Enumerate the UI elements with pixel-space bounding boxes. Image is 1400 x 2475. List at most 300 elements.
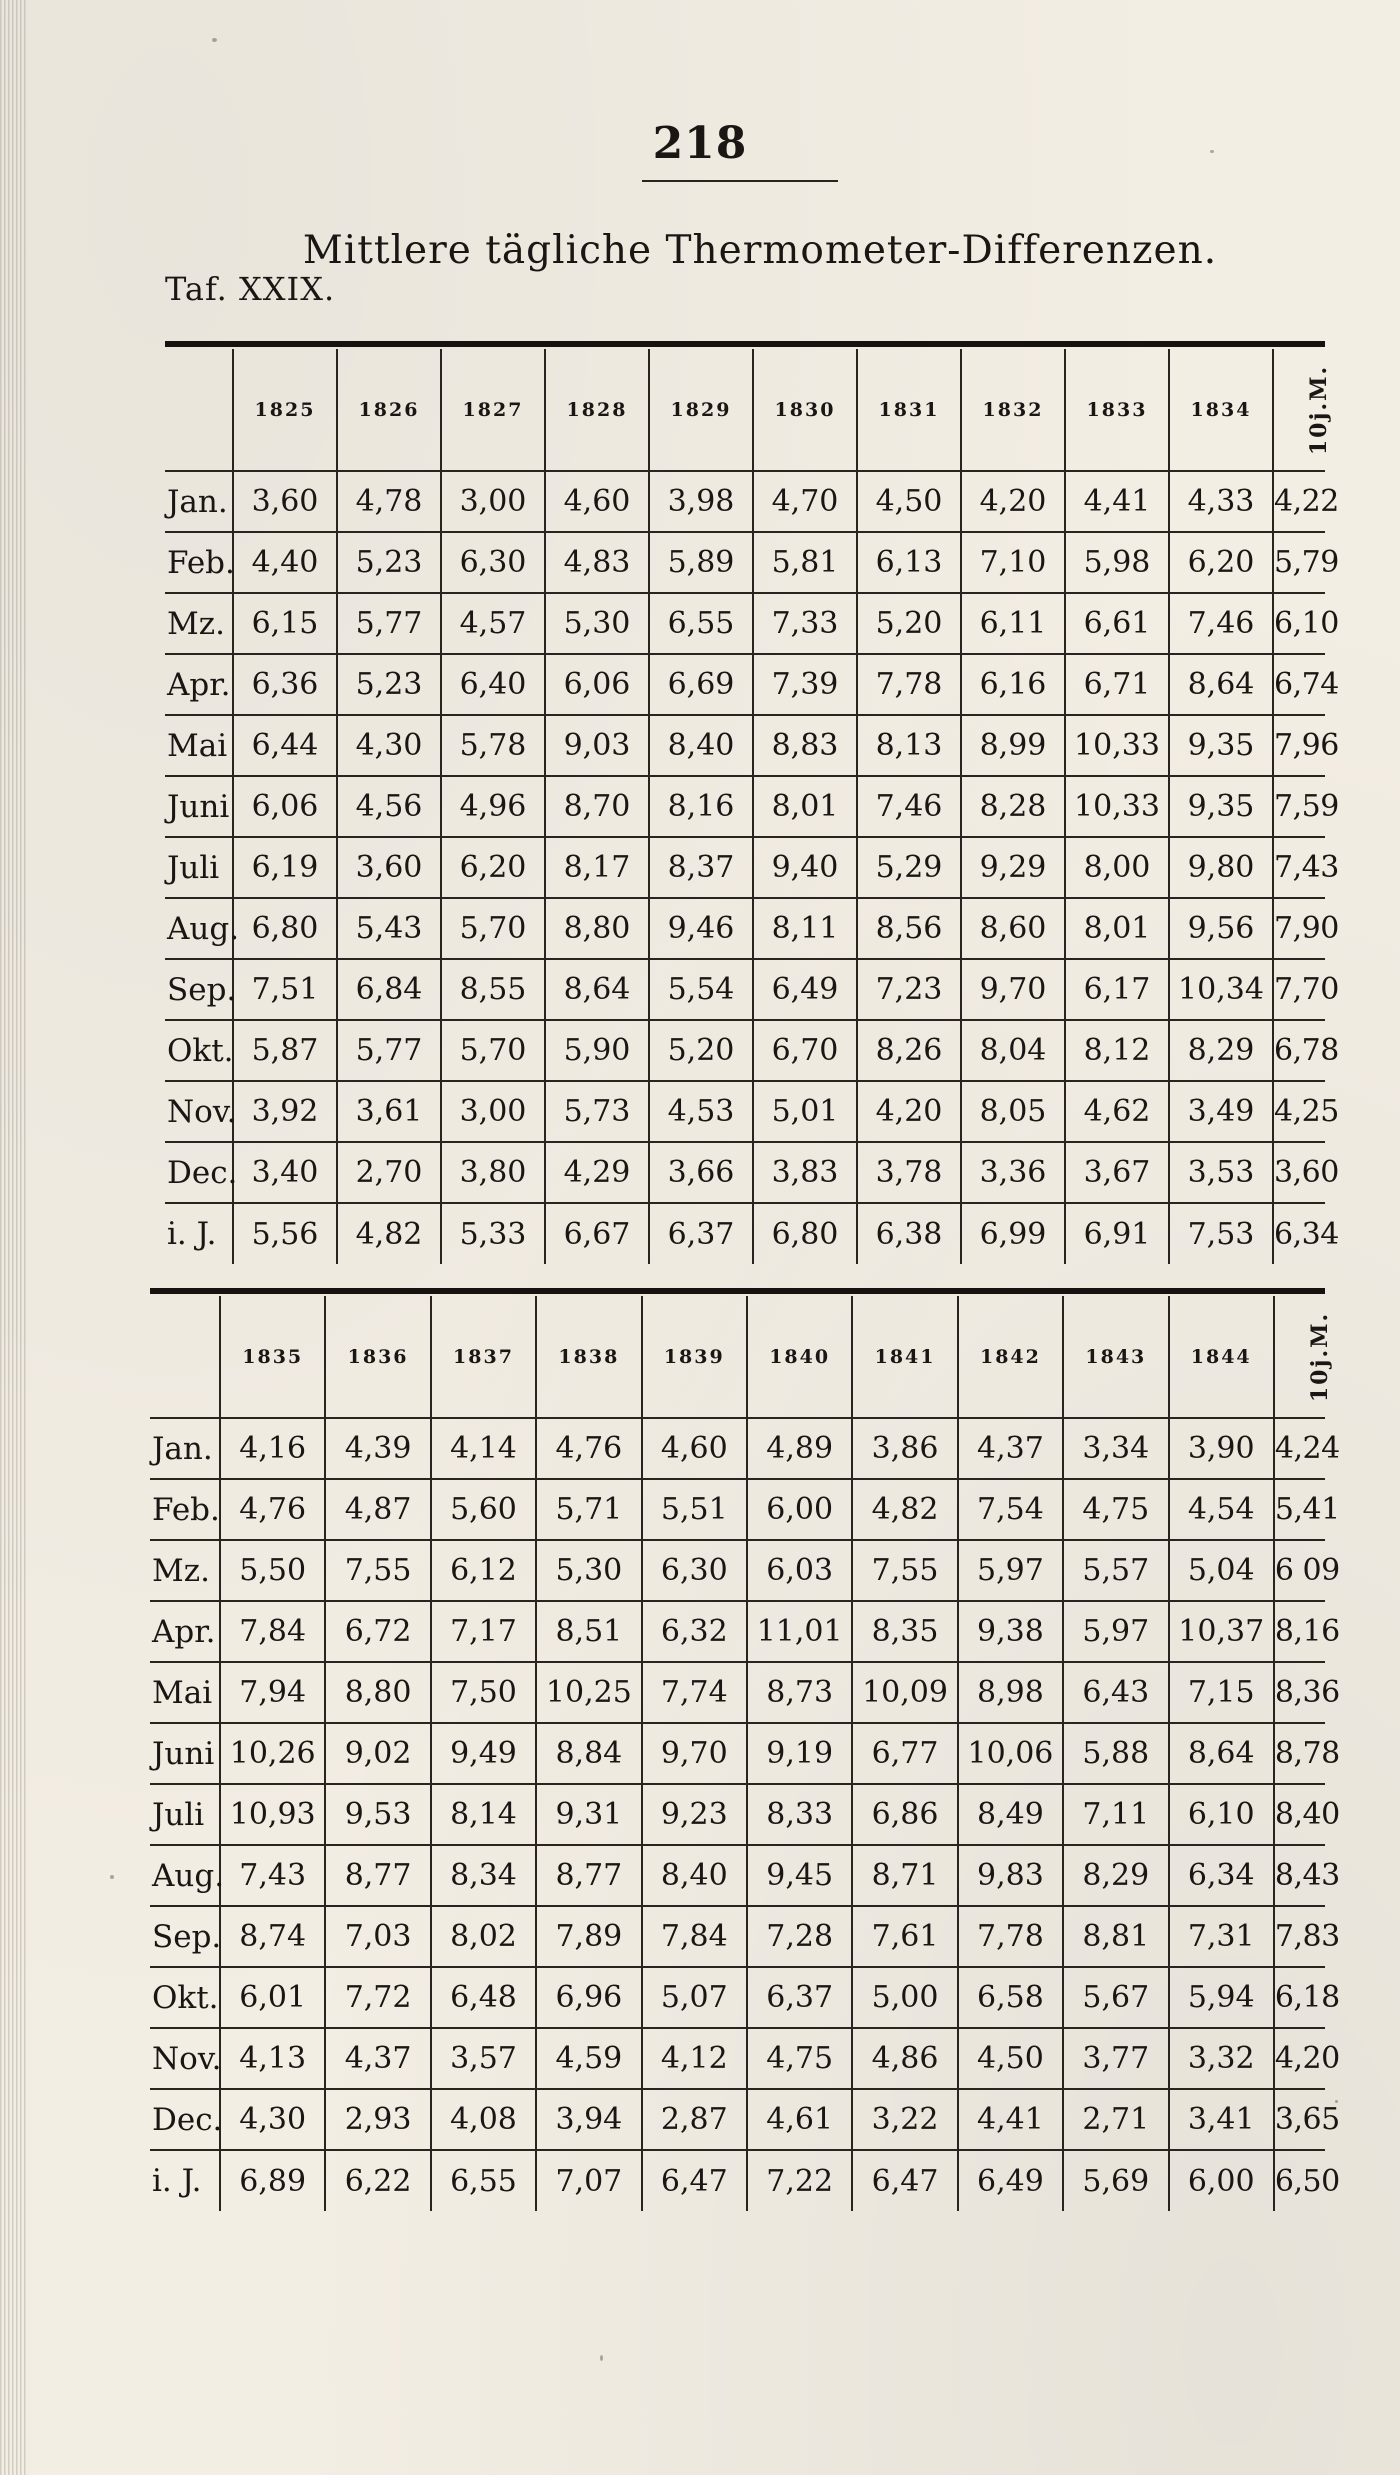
value-cell: 6,96 bbox=[536, 1967, 641, 2028]
value-cell: 7,55 bbox=[852, 1540, 957, 1601]
header-corner bbox=[150, 1296, 220, 1418]
value-cell: 3,00 bbox=[441, 471, 545, 532]
value-cell: 5,88 bbox=[1063, 1723, 1168, 1784]
book-spine-edge bbox=[0, 0, 28, 2475]
value-cell: 6,30 bbox=[642, 1540, 747, 1601]
value-cell: 6,16 bbox=[961, 654, 1065, 715]
value-cell: 5,70 bbox=[441, 898, 545, 959]
table-row bbox=[150, 1723, 1325, 1784]
value-cell: 9,53 bbox=[325, 1784, 430, 1845]
value-cell: 6,37 bbox=[747, 1967, 852, 2028]
table-row bbox=[150, 1967, 1325, 2028]
value-cell: 5,98 bbox=[1065, 532, 1169, 593]
year-header: 1832 bbox=[961, 349, 1065, 471]
value-cell: 5,73 bbox=[545, 1081, 649, 1142]
value-cell: 6,89 bbox=[220, 2150, 325, 2211]
value-cell: 5,51 bbox=[642, 1479, 747, 1540]
mean-cell: 4,22 bbox=[1273, 471, 1325, 532]
value-cell: 10,33 bbox=[1065, 776, 1169, 837]
value-cell: 7,46 bbox=[857, 776, 961, 837]
value-cell: 7,72 bbox=[325, 1967, 430, 2028]
value-cell: 4,08 bbox=[431, 2089, 536, 2150]
value-cell: 6,03 bbox=[747, 1540, 852, 1601]
value-cell: 6,06 bbox=[545, 654, 649, 715]
table-2-top-rule bbox=[150, 1288, 1325, 1294]
table-row bbox=[150, 1601, 1325, 1662]
value-cell: 7,03 bbox=[325, 1906, 430, 1967]
year-header: 1842 bbox=[958, 1296, 1063, 1418]
value-cell: 5,97 bbox=[1063, 1601, 1168, 1662]
year-header: 1835 bbox=[220, 1296, 325, 1418]
table-row bbox=[165, 532, 1325, 593]
value-cell: 5,50 bbox=[220, 1540, 325, 1601]
value-cell: 7,07 bbox=[536, 2150, 641, 2211]
value-cell: 3,98 bbox=[649, 471, 753, 532]
value-cell: 10,93 bbox=[220, 1784, 325, 1845]
table-caption bbox=[165, 270, 335, 308]
month-label: Feb. bbox=[150, 1479, 220, 1540]
value-cell: 7,84 bbox=[220, 1601, 325, 1662]
value-cell: 4,54 bbox=[1169, 1479, 1274, 1540]
value-cell: 9,56 bbox=[1169, 898, 1273, 959]
value-cell: 4,37 bbox=[958, 1418, 1063, 1479]
value-cell: 10,33 bbox=[1065, 715, 1169, 776]
month-label: Jan. bbox=[150, 1418, 220, 1479]
value-cell: 10,25 bbox=[536, 1662, 641, 1723]
table-row bbox=[150, 1540, 1325, 1601]
value-cell: 8,51 bbox=[536, 1601, 641, 1662]
value-cell: 8,00 bbox=[1065, 837, 1169, 898]
value-cell: 5,00 bbox=[852, 1967, 957, 2028]
value-cell: 4,29 bbox=[545, 1142, 649, 1203]
value-cell: 7,78 bbox=[857, 654, 961, 715]
value-cell: 6,55 bbox=[431, 2150, 536, 2211]
value-cell: 6,34 bbox=[1169, 1845, 1274, 1906]
value-cell: 6,86 bbox=[852, 1784, 957, 1845]
value-cell: 9,31 bbox=[536, 1784, 641, 1845]
table-row bbox=[165, 471, 1325, 532]
month-label: Feb. bbox=[165, 532, 233, 593]
value-cell: 7,17 bbox=[431, 1601, 536, 1662]
value-cell: 3,80 bbox=[441, 1142, 545, 1203]
value-cell: 7,23 bbox=[857, 959, 961, 1020]
value-cell: 6,06 bbox=[233, 776, 337, 837]
value-cell: 3,40 bbox=[233, 1142, 337, 1203]
year-header: 1831 bbox=[857, 349, 961, 471]
month-label: Nov. bbox=[150, 2028, 220, 2089]
value-cell: 4,62 bbox=[1065, 1081, 1169, 1142]
table-row bbox=[165, 898, 1325, 959]
value-cell: 4,82 bbox=[852, 1479, 957, 1540]
table-row bbox=[150, 1418, 1325, 1479]
value-cell: 6,20 bbox=[441, 837, 545, 898]
value-cell: 5,30 bbox=[545, 593, 649, 654]
year-header: 1834 bbox=[1169, 349, 1273, 471]
value-cell: 8,11 bbox=[753, 898, 857, 959]
value-cell: 8,29 bbox=[1063, 1845, 1168, 1906]
value-cell: 3,60 bbox=[337, 837, 441, 898]
table-row bbox=[150, 1906, 1325, 1967]
mean-cell: 7,59 bbox=[1273, 776, 1325, 837]
value-cell: 8,26 bbox=[857, 1020, 961, 1081]
mean-cell: 7,83 bbox=[1274, 1906, 1325, 1967]
value-cell: 5,67 bbox=[1063, 1967, 1168, 2028]
value-cell: 8,80 bbox=[545, 898, 649, 959]
value-cell: 4,83 bbox=[545, 532, 649, 593]
value-cell: 9,70 bbox=[961, 959, 1065, 1020]
month-label: Dec. bbox=[165, 1142, 233, 1203]
value-cell: 8,98 bbox=[958, 1662, 1063, 1723]
value-cell: 10,06 bbox=[958, 1723, 1063, 1784]
value-cell: 7,46 bbox=[1169, 593, 1273, 654]
value-cell: 4,13 bbox=[220, 2028, 325, 2089]
value-cell: 6,11 bbox=[961, 593, 1065, 654]
value-cell: 4,20 bbox=[961, 471, 1065, 532]
value-cell: 6,22 bbox=[325, 2150, 430, 2211]
month-label: Juni bbox=[150, 1723, 220, 1784]
value-cell: 4,96 bbox=[441, 776, 545, 837]
year-header: 1844 bbox=[1169, 1296, 1274, 1418]
value-cell: 6,36 bbox=[233, 654, 337, 715]
table-1825-1834 bbox=[165, 349, 1339, 1264]
month-label: i. J. bbox=[152, 2163, 202, 2199]
value-cell: 4,60 bbox=[642, 1418, 747, 1479]
value-cell: 3,67 bbox=[1065, 1142, 1169, 1203]
value-cell: 7,15 bbox=[1169, 1662, 1274, 1723]
value-cell: 7,84 bbox=[642, 1906, 747, 1967]
mean-cell: 4,25 bbox=[1273, 1081, 1325, 1142]
value-cell: 9,35 bbox=[1169, 715, 1273, 776]
mean-cell: 4,24 bbox=[1274, 1418, 1325, 1479]
value-cell: 9,35 bbox=[1169, 776, 1273, 837]
value-cell: 5,94 bbox=[1169, 1967, 1274, 2028]
value-cell: 5,30 bbox=[536, 1540, 641, 1601]
value-cell: 7,94 bbox=[220, 1662, 325, 1723]
value-cell: 3,49 bbox=[1169, 1081, 1273, 1142]
value-cell: 8,55 bbox=[441, 959, 545, 1020]
value-cell: 3,32 bbox=[1169, 2028, 1274, 2089]
year-header: 1838 bbox=[536, 1296, 641, 1418]
mean-cell: 6,34 bbox=[1273, 1203, 1325, 1264]
value-cell: 6,37 bbox=[649, 1203, 753, 1264]
mean-cell: 8,36 bbox=[1274, 1662, 1325, 1723]
value-cell: 5,33 bbox=[441, 1203, 545, 1264]
value-cell: 4,40 bbox=[233, 532, 337, 593]
mean-header bbox=[1274, 1296, 1334, 1418]
value-cell: 5,87 bbox=[233, 1020, 337, 1081]
value-cell: 4,60 bbox=[545, 471, 649, 532]
value-cell: 5,77 bbox=[337, 1020, 441, 1081]
month-label: Okt. bbox=[150, 1967, 220, 2028]
value-cell: 6,71 bbox=[1065, 654, 1169, 715]
header-corner bbox=[165, 349, 233, 471]
value-cell: 3,36 bbox=[961, 1142, 1065, 1203]
value-cell: 4,57 bbox=[441, 593, 545, 654]
value-cell: 3,83 bbox=[753, 1142, 857, 1203]
mean-header bbox=[1273, 349, 1333, 471]
value-cell: 8,40 bbox=[649, 715, 753, 776]
page-number-rule bbox=[642, 180, 838, 182]
value-cell: 7,39 bbox=[753, 654, 857, 715]
mean-cell: 7,70 bbox=[1273, 959, 1325, 1020]
mean-cell: 7,90 bbox=[1273, 898, 1325, 959]
value-cell: 6,48 bbox=[431, 1967, 536, 2028]
value-cell: 6,30 bbox=[441, 532, 545, 593]
page-number: 218 bbox=[652, 118, 748, 169]
value-cell: 8,71 bbox=[852, 1845, 957, 1906]
paper-speck bbox=[1210, 150, 1214, 153]
year-header: 1839 bbox=[642, 1296, 747, 1418]
value-cell: 5,07 bbox=[642, 1967, 747, 2028]
value-cell: 7,28 bbox=[747, 1906, 852, 1967]
value-cell: 10,09 bbox=[852, 1662, 957, 1723]
value-cell: 3,34 bbox=[1063, 1418, 1168, 1479]
table-row bbox=[150, 1784, 1325, 1845]
value-cell: 5,60 bbox=[431, 1479, 536, 1540]
value-cell: 4,41 bbox=[958, 2089, 1063, 2150]
value-cell: 6,55 bbox=[649, 593, 753, 654]
value-cell: 8,04 bbox=[961, 1020, 1065, 1081]
value-cell: 4,89 bbox=[747, 1418, 852, 1479]
value-cell: 4,39 bbox=[325, 1418, 430, 1479]
value-cell: 4,41 bbox=[1065, 471, 1169, 532]
value-cell: 4,75 bbox=[747, 2028, 852, 2089]
value-cell: 5,57 bbox=[1063, 1540, 1168, 1601]
paper-speck bbox=[600, 2355, 603, 2361]
table-row bbox=[165, 959, 1325, 1020]
value-cell: 4,30 bbox=[337, 715, 441, 776]
value-cell: 7,78 bbox=[958, 1906, 1063, 1967]
table-row bbox=[165, 1081, 1325, 1142]
value-cell: 8,83 bbox=[753, 715, 857, 776]
month-label: i. J. bbox=[167, 1216, 217, 1252]
value-cell: 6,58 bbox=[958, 1967, 1063, 2028]
value-cell: 9,46 bbox=[649, 898, 753, 959]
value-cell: 4,33 bbox=[1169, 471, 1273, 532]
value-cell: 3,53 bbox=[1169, 1142, 1273, 1203]
value-cell: 5,90 bbox=[545, 1020, 649, 1081]
value-cell: 6,77 bbox=[852, 1723, 957, 1784]
value-cell: 6,99 bbox=[961, 1203, 1065, 1264]
table-row bbox=[165, 1142, 1325, 1203]
mean-cell: 6,74 bbox=[1273, 654, 1325, 715]
month-label: Mz. bbox=[150, 1540, 220, 1601]
mean-header-label: 10j.M. bbox=[1307, 1311, 1334, 1402]
value-cell: 4,50 bbox=[857, 471, 961, 532]
value-cell: 8,77 bbox=[325, 1845, 430, 1906]
value-cell: 5,97 bbox=[958, 1540, 1063, 1601]
value-cell: 6,69 bbox=[649, 654, 753, 715]
mean-cell: 6,18 bbox=[1274, 1967, 1325, 2028]
month-label: Mai bbox=[150, 1662, 220, 1723]
value-cell: 3,86 bbox=[852, 1418, 957, 1479]
value-cell: 3,60 bbox=[233, 471, 337, 532]
value-cell: 7,89 bbox=[536, 1906, 641, 1967]
value-cell: 7,50 bbox=[431, 1662, 536, 1723]
value-cell: 7,22 bbox=[747, 2150, 852, 2211]
value-cell: 9,70 bbox=[642, 1723, 747, 1784]
value-cell: 4,70 bbox=[753, 471, 857, 532]
value-cell: 6,72 bbox=[325, 1601, 430, 1662]
year-header: 1829 bbox=[649, 349, 753, 471]
value-cell: 5,77 bbox=[337, 593, 441, 654]
value-cell: 2,70 bbox=[337, 1142, 441, 1203]
table-row bbox=[165, 1020, 1325, 1081]
value-cell: 8,80 bbox=[325, 1662, 430, 1723]
value-cell: 4,14 bbox=[431, 1418, 536, 1479]
value-cell: 7,33 bbox=[753, 593, 857, 654]
value-cell: 8,14 bbox=[431, 1784, 536, 1845]
table-row bbox=[165, 593, 1325, 654]
page-title: Mittlere tägliche Thermometer-Differenzen. bbox=[302, 228, 1218, 273]
year-header: 1836 bbox=[325, 1296, 430, 1418]
mean-cell: 8,78 bbox=[1274, 1723, 1325, 1784]
value-cell: 8,77 bbox=[536, 1845, 641, 1906]
table-row bbox=[165, 1203, 1325, 1264]
value-cell: 8,01 bbox=[753, 776, 857, 837]
value-cell: 7,51 bbox=[233, 959, 337, 1020]
value-cell: 6,17 bbox=[1065, 959, 1169, 1020]
value-cell: 5,71 bbox=[536, 1479, 641, 1540]
value-cell: 6,12 bbox=[431, 1540, 536, 1601]
value-cell: 8,64 bbox=[1169, 1723, 1274, 1784]
year-header: 1840 bbox=[747, 1296, 852, 1418]
value-cell: 5,89 bbox=[649, 532, 753, 593]
mean-cell: 8,16 bbox=[1274, 1601, 1325, 1662]
value-cell: 8,56 bbox=[857, 898, 961, 959]
value-cell: 4,59 bbox=[536, 2028, 641, 2089]
value-cell: 6,80 bbox=[753, 1203, 857, 1264]
value-cell: 8,34 bbox=[431, 1845, 536, 1906]
value-cell: 8,35 bbox=[852, 1601, 957, 1662]
value-cell: 7,11 bbox=[1063, 1784, 1168, 1845]
mean-header-label: 10j.M. bbox=[1306, 364, 1333, 455]
value-cell: 5,81 bbox=[753, 532, 857, 593]
mean-cell: 6,50 bbox=[1274, 2150, 1325, 2211]
value-cell: 9,45 bbox=[747, 1845, 852, 1906]
value-cell: 5,56 bbox=[233, 1203, 337, 1264]
value-cell: 6,43 bbox=[1063, 1662, 1168, 1723]
month-label: Mai bbox=[165, 715, 233, 776]
value-cell: 7,55 bbox=[325, 1540, 430, 1601]
year-header: 1830 bbox=[753, 349, 857, 471]
value-cell: 2,93 bbox=[325, 2089, 430, 2150]
value-cell: 8,40 bbox=[642, 1845, 747, 1906]
month-label: Nov. bbox=[165, 1081, 233, 1142]
value-cell: 5,20 bbox=[649, 1020, 753, 1081]
value-cell: 5,23 bbox=[337, 532, 441, 593]
value-cell: 4,76 bbox=[536, 1418, 641, 1479]
value-cell: 6,44 bbox=[233, 715, 337, 776]
value-cell: 8,73 bbox=[747, 1662, 852, 1723]
value-cell: 9,38 bbox=[958, 1601, 1063, 1662]
value-cell: 3,66 bbox=[649, 1142, 753, 1203]
month-label: Sep. bbox=[150, 1906, 220, 1967]
value-cell: 8,64 bbox=[545, 959, 649, 1020]
mean-cell: 7,96 bbox=[1273, 715, 1325, 776]
month-label: Apr. bbox=[150, 1601, 220, 1662]
month-label: Aug. bbox=[165, 898, 233, 959]
value-cell: 4,53 bbox=[649, 1081, 753, 1142]
value-cell: 8,33 bbox=[747, 1784, 852, 1845]
table-1835-1844 bbox=[150, 1296, 1340, 2211]
value-cell: 3,61 bbox=[337, 1081, 441, 1142]
value-cell: 5,54 bbox=[649, 959, 753, 1020]
mean-cell: 7,43 bbox=[1273, 837, 1325, 898]
value-cell: 6,47 bbox=[642, 2150, 747, 2211]
value-cell: 5,04 bbox=[1169, 1540, 1274, 1601]
value-cell: 3,77 bbox=[1063, 2028, 1168, 2089]
month-label: Jan. bbox=[165, 471, 233, 532]
value-cell: 6,80 bbox=[233, 898, 337, 959]
value-cell: 6,19 bbox=[233, 837, 337, 898]
value-cell: 4,20 bbox=[857, 1081, 961, 1142]
value-cell: 4,37 bbox=[325, 2028, 430, 2089]
table-1-top-rule bbox=[165, 341, 1325, 347]
value-cell: 7,61 bbox=[852, 1906, 957, 1967]
value-cell: 4,76 bbox=[220, 1479, 325, 1540]
value-cell: 8,81 bbox=[1063, 1906, 1168, 1967]
value-cell: 6,20 bbox=[1169, 532, 1273, 593]
value-cell: 3,90 bbox=[1169, 1418, 1274, 1479]
value-cell: 6,15 bbox=[233, 593, 337, 654]
value-cell: 4,78 bbox=[337, 471, 441, 532]
mean-cell: 4,20 bbox=[1274, 2028, 1325, 2089]
value-cell: 4,87 bbox=[325, 1479, 430, 1540]
value-cell: 8,29 bbox=[1169, 1020, 1273, 1081]
value-cell: 6,00 bbox=[1169, 2150, 1274, 2211]
value-cell: 8,37 bbox=[649, 837, 753, 898]
table-row bbox=[165, 654, 1325, 715]
paper-speck bbox=[212, 38, 217, 42]
value-cell: 4,61 bbox=[747, 2089, 852, 2150]
value-cell: 4,50 bbox=[958, 2028, 1063, 2089]
value-cell: 2,71 bbox=[1063, 2089, 1168, 2150]
value-cell: 5,78 bbox=[441, 715, 545, 776]
year-header: 1841 bbox=[852, 1296, 957, 1418]
month-label: Juli bbox=[150, 1784, 220, 1845]
value-cell: 9,23 bbox=[642, 1784, 747, 1845]
value-cell: 4,86 bbox=[852, 2028, 957, 2089]
value-cell: 8,49 bbox=[958, 1784, 1063, 1845]
value-cell: 8,01 bbox=[1065, 898, 1169, 959]
year-header: 1828 bbox=[545, 349, 649, 471]
value-cell: 4,75 bbox=[1063, 1479, 1168, 1540]
table-row bbox=[150, 1479, 1325, 1540]
value-cell: 9,19 bbox=[747, 1723, 852, 1784]
value-cell: 9,80 bbox=[1169, 837, 1273, 898]
value-cell: 9,29 bbox=[961, 837, 1065, 898]
value-cell: 6,32 bbox=[642, 1601, 747, 1662]
value-cell: 4,12 bbox=[642, 2028, 747, 2089]
value-cell: 7,54 bbox=[958, 1479, 1063, 1540]
month-label: Mz. bbox=[165, 593, 233, 654]
month-label: Dec. bbox=[150, 2089, 220, 2150]
value-cell: 8,02 bbox=[431, 1906, 536, 1967]
value-cell: 6,38 bbox=[857, 1203, 961, 1264]
mean-cell: 8,40 bbox=[1274, 1784, 1325, 1845]
year-header: 1825 bbox=[233, 349, 337, 471]
value-cell: 5,29 bbox=[857, 837, 961, 898]
value-cell: 3,94 bbox=[536, 2089, 641, 2150]
value-cell: 6,01 bbox=[220, 1967, 325, 2028]
value-cell: 8,70 bbox=[545, 776, 649, 837]
value-cell: 7,74 bbox=[642, 1662, 747, 1723]
value-cell: 7,10 bbox=[961, 532, 1065, 593]
value-cell: 10,37 bbox=[1169, 1601, 1274, 1662]
paper-speck bbox=[1335, 2100, 1338, 2103]
value-cell: 4,56 bbox=[337, 776, 441, 837]
